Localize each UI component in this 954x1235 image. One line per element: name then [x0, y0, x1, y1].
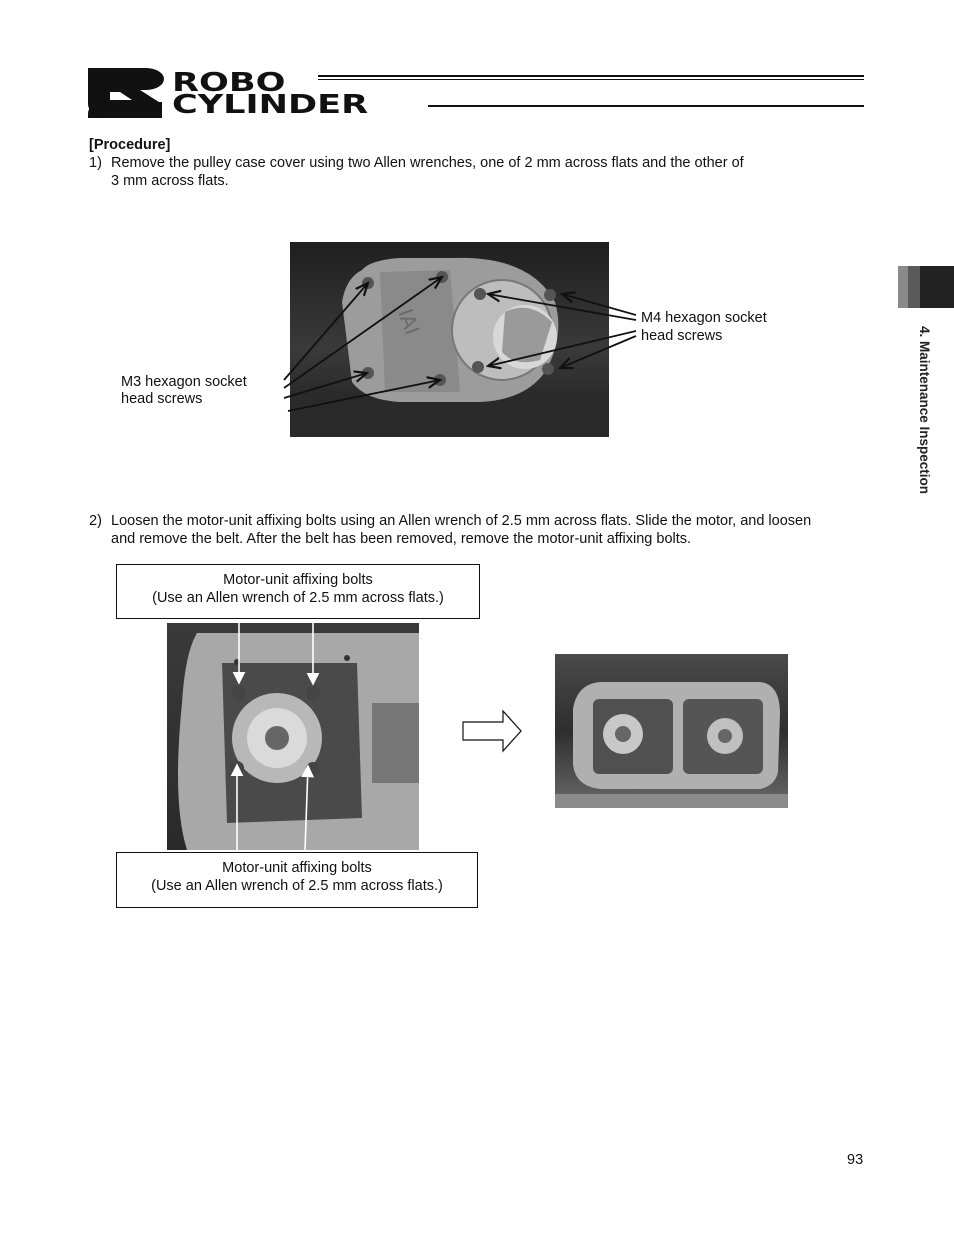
side-tab-label: 4. Maintenance Inspection: [917, 326, 932, 495]
m4-label-line1: M4 hexagon socket: [641, 310, 767, 326]
svg-text:IAI: IAI: [393, 305, 425, 338]
logo-text-robo: ROBO: [172, 68, 286, 98]
photo-belt-removed: [555, 654, 788, 808]
callout-bottom-line2: (Use an Allen wrench of 2.5 mm across flats.): [151, 878, 443, 894]
page-number: 93: [847, 1152, 864, 1168]
step1-line1: Remove the pulley case cover using two Allen wrenches, one of 2 mm across flats and the other of: [111, 155, 744, 171]
step2-line1: Loosen the motor-unit affixing bolts using an Allen wrench of 2.5 mm across flats. Slide the motor, and loosen: [111, 513, 812, 529]
callout-top-line2: (Use an Allen wrench of 2.5 mm across flats.): [152, 590, 444, 606]
step2-number: 2): [89, 513, 102, 529]
step2-line2: and remove the belt. After the belt has been removed, remove the motor-unit affixing bolts.: [111, 531, 692, 547]
m3-label-line1: M3 hexagon socket: [121, 374, 247, 390]
callout-bottom-line1: Motor-unit affixing bolts: [222, 860, 372, 876]
step1-number: 1): [89, 155, 102, 171]
m4-label-line2: head screws: [641, 328, 723, 344]
procedure-heading: [Procedure]: [89, 137, 171, 153]
logo-text-cylinder: CYLINDER: [172, 90, 369, 120]
step1-line2: 3 mm across flats.: [111, 173, 229, 189]
m3-label-line2: head screws: [121, 391, 203, 407]
callout-top-line1: Motor-unit affixing bolts: [223, 572, 373, 588]
